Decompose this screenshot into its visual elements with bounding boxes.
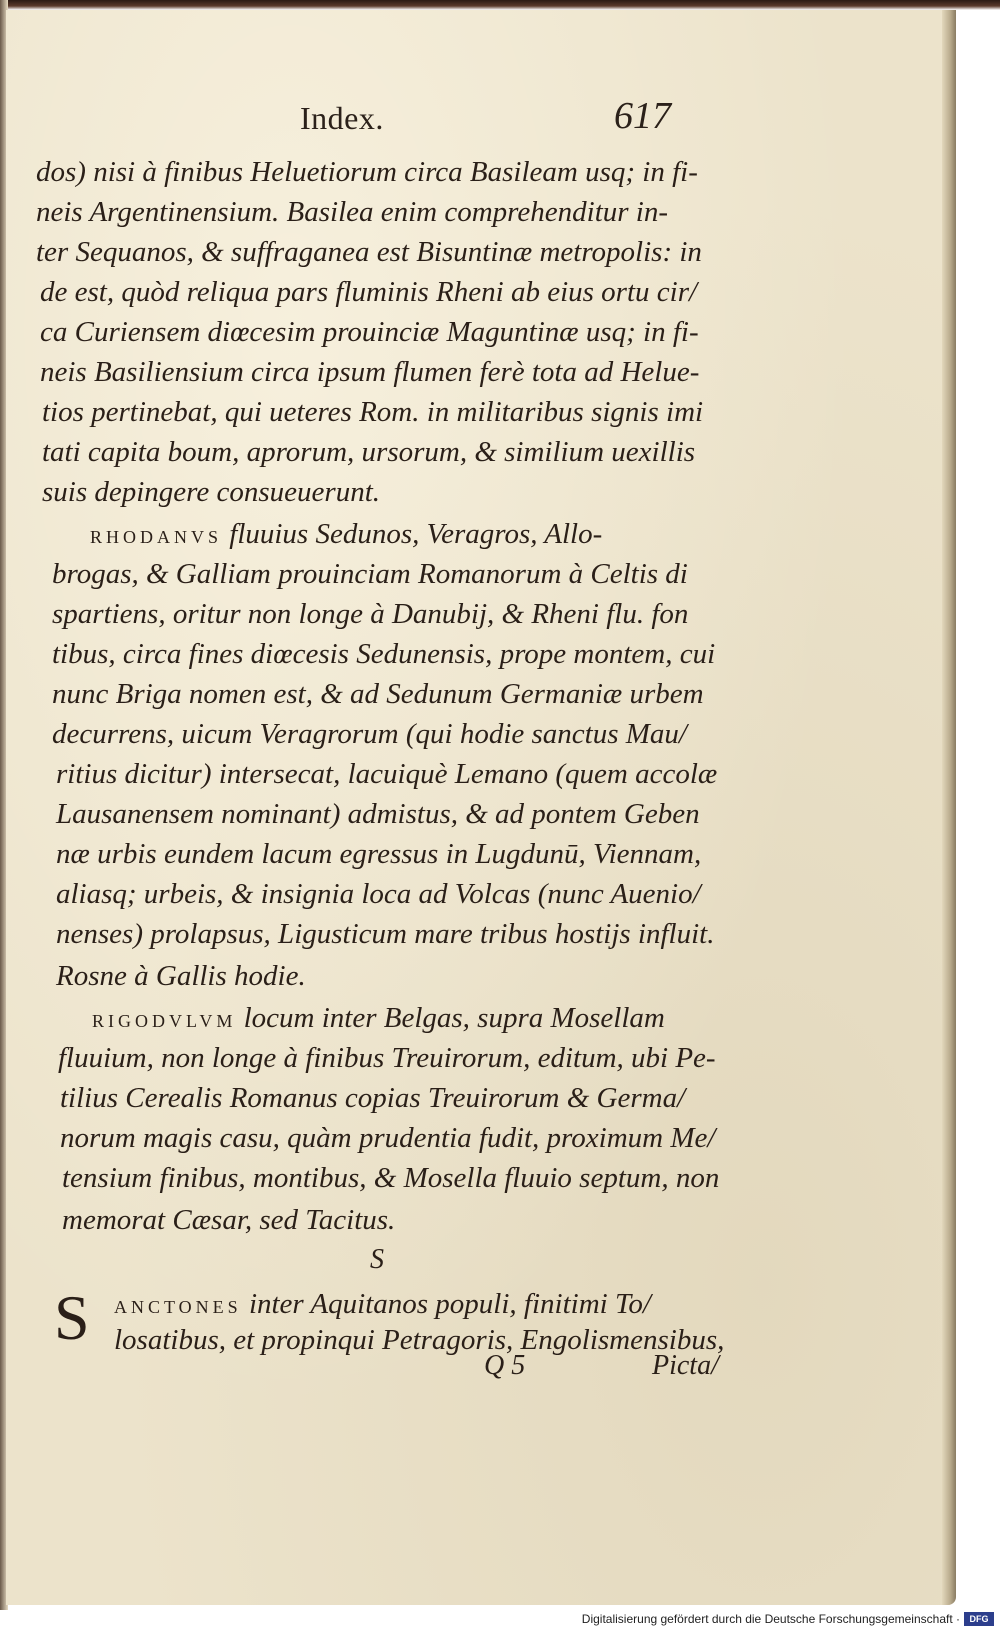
text-line: memorat Cæsar, sed Tacitus. (62, 1204, 396, 1236)
text-line: Rosne à Gallis hodie. (56, 960, 306, 992)
text-line: tios pertinebat, qui ueteres Rom. in militaribus signis imi (42, 396, 704, 428)
catchword: Picta/ (652, 1350, 719, 1381)
entry-sanctones: ANCTONES inter Aquitanos populi, finitimi To/ (114, 1288, 651, 1320)
page-number: 617 (614, 95, 671, 137)
dfg-logo-icon: DFG (964, 1612, 994, 1626)
entry-headword: ANCTONES (114, 1297, 242, 1317)
funding-credit: Digitalisierung gefördert durch die Deutsche Forschungsgemeinschaft · (581, 1612, 960, 1626)
text-line: norum magis casu, quàm prudentia fudit, proximum Me/ (60, 1122, 716, 1154)
text-line: losatibus, et propinqui Petragoris, Engolismensibus, (114, 1324, 725, 1356)
text-line: de est, quòd reliqua pars fluminis Rheni ab eius ortu cir/ (40, 276, 698, 308)
text-line: ca Curiensem diœcesim prouinciæ Maguntinæ usq; in fi- (40, 316, 699, 348)
page-footer (0, 1350, 1000, 1390)
running-title: Index. (300, 100, 384, 136)
entry-rigodulum: RIGODVLVM locum inter Belgas, supra Mosellam (92, 1002, 665, 1034)
signature-mark: Q 5 (484, 1350, 526, 1381)
text-line: nunc Briga nomen est, & ad Sedunum Germaniæ urbem (52, 678, 704, 710)
text-line: neis Basiliensium circa ipsum flumen ferè tota ad Helue- (40, 356, 700, 388)
text-line: ter Sequanos, & suffraganea est Bisuntinæ metropolis: in (36, 236, 702, 268)
text-line: decurrens, uicum Veragrorum (qui hodie sanctus Mau/ (52, 718, 687, 750)
text-line: suis depingere consueuerunt. (42, 476, 381, 508)
text-line: dos) nisi à finibus Heluetiorum circa Basileam usq; in fi- (36, 156, 698, 188)
entry-headword: RIGODVLVM (92, 1011, 237, 1031)
entry-headword: RHODANVS (90, 527, 223, 547)
text-line: Lausanensem nominant) admistus, & ad pontem Geben (56, 798, 700, 830)
text-line: tibus, circa fines diœcesis Sedunensis, prope montem, cui (52, 638, 716, 670)
text-line: neis Argentinensium. Basilea enim comprehenditur in- (36, 196, 668, 228)
text-line: tensium finibus, montibus, & Mosella fluuio septum, non (62, 1162, 720, 1194)
text-line: nenses) prolapsus, Ligusticum mare tribus hostijs influit. (56, 918, 715, 950)
section-heading: S (370, 1244, 384, 1275)
text-line: tilius Cerealis Romanus copias Treuirorum & Germa/ (60, 1082, 686, 1114)
text-line: ritius dicitur) intersecat, lacuiquè Lemano (quem accolæ (56, 758, 718, 790)
text-line: spartiens, oritur non longe à Danubij, & Rheni flu. fon (52, 598, 689, 630)
text-line: tati capita boum, aprorum, ursorum, & similium uexillis (42, 436, 696, 468)
text-line: fluuium, non longe à finibus Treuirorum, editum, ubi Pe- (58, 1042, 716, 1074)
digitization-credit-bar (0, 1610, 1000, 1629)
drop-cap-initial: S (54, 1282, 90, 1353)
text-line: næ urbis eundem lacum egressus in Lugdunū, Viennam, (56, 838, 702, 870)
text-line: brogas, & Galliam prouinciam Romanorum à Celtis di (52, 558, 688, 590)
text-line: aliasq; urbeis, & insignia loca ad Volcas (nunc Auenio/ (56, 878, 701, 910)
entry-rhodanus: RHODANVS fluuius Sedunos, Veragros, Allo- (90, 518, 603, 550)
